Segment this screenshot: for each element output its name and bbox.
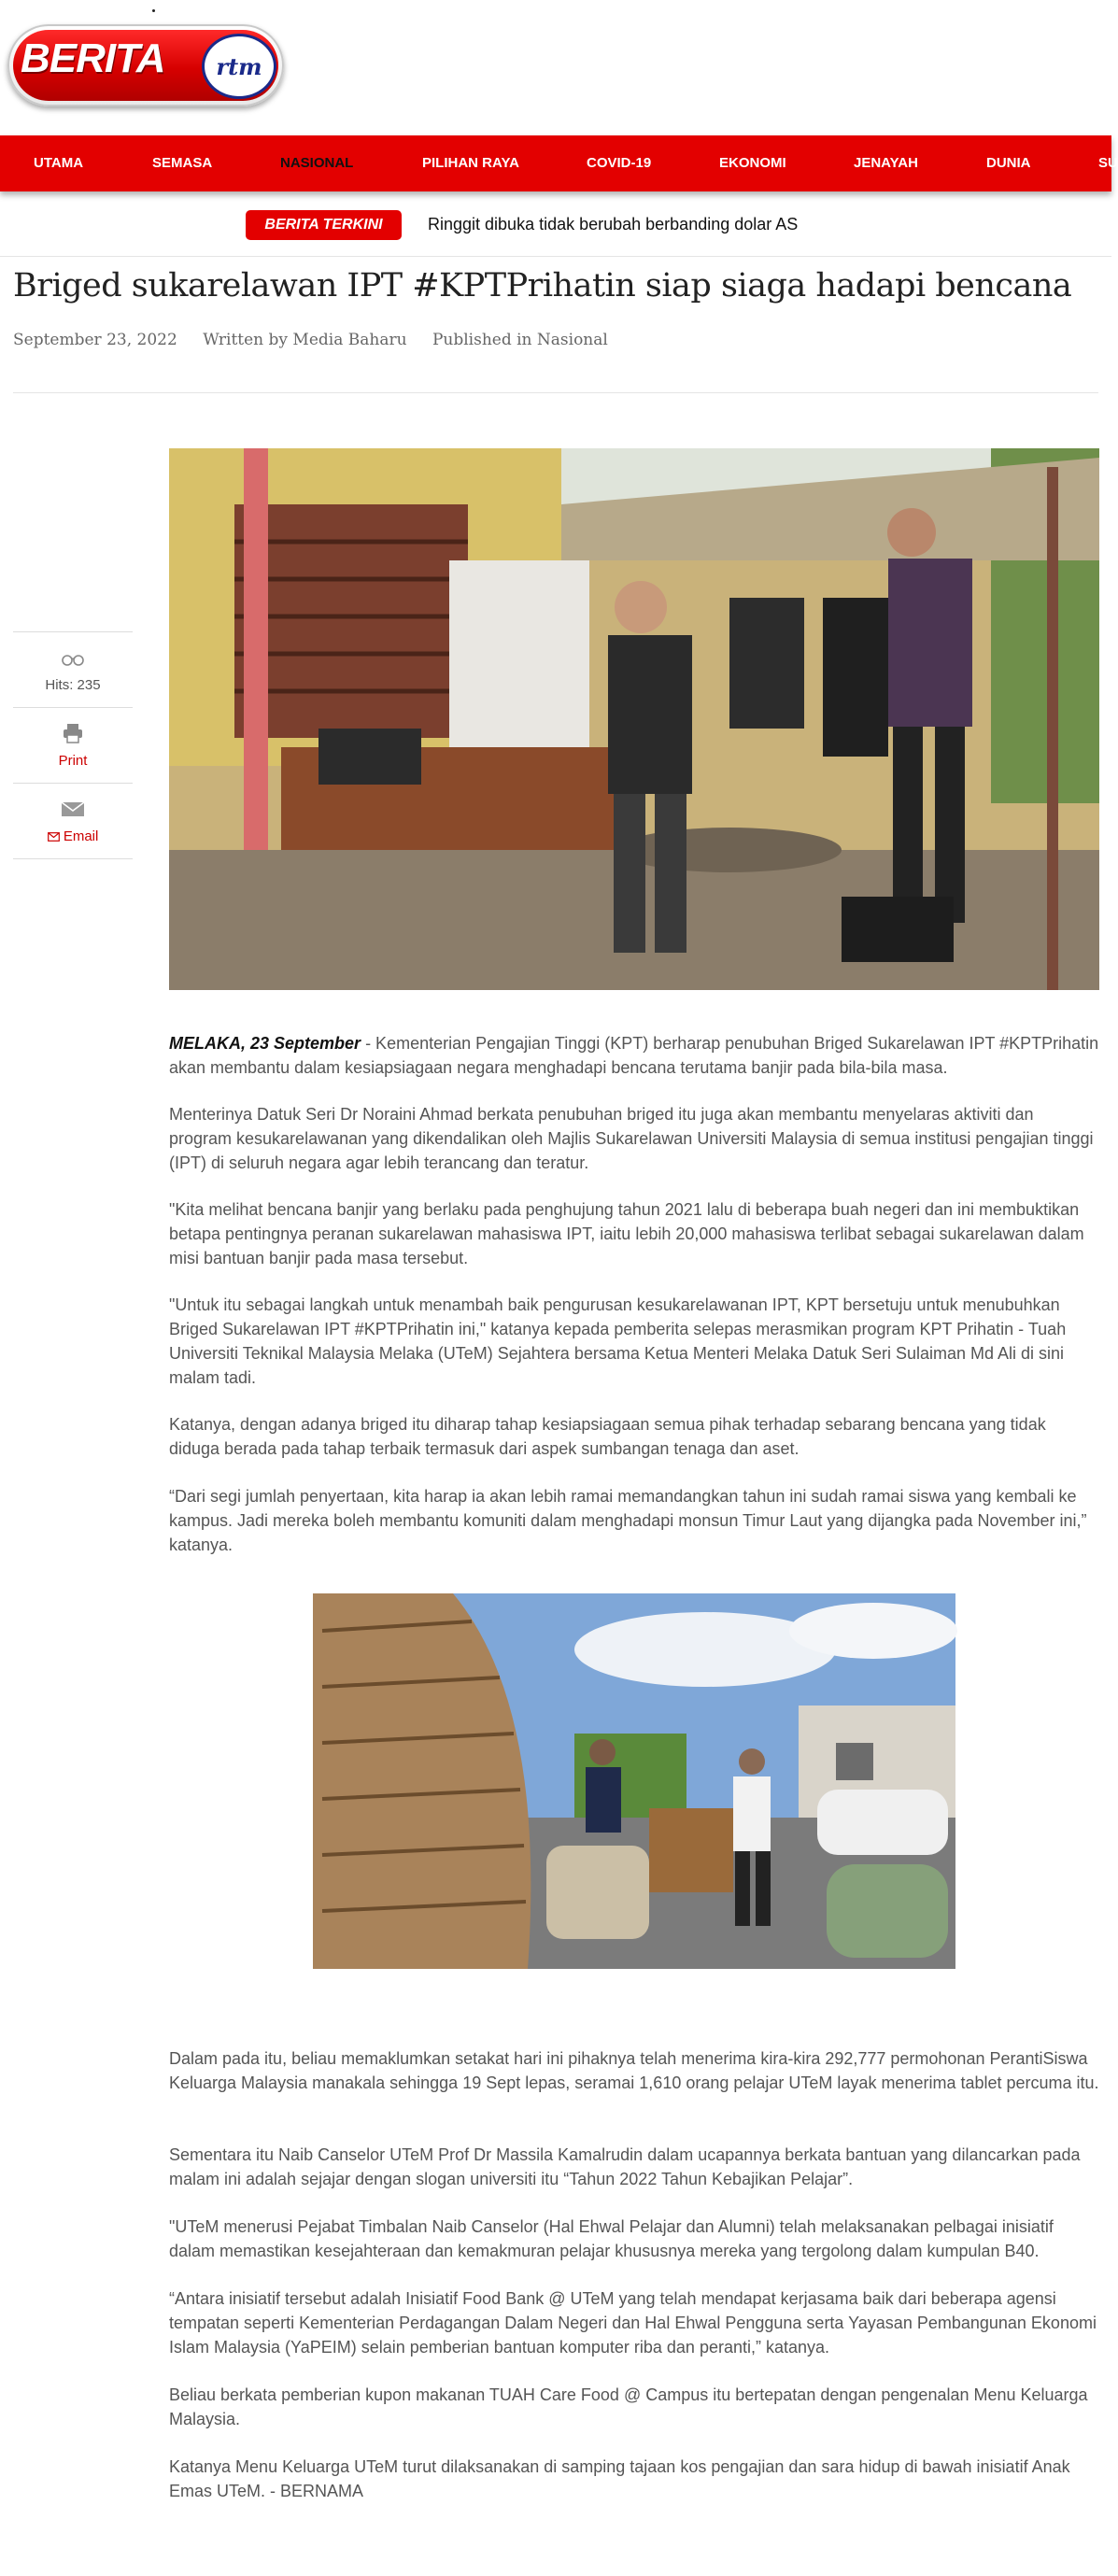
article-title: Briged sukarelawan IPT #KPTPrihatin siap siaga hadapi bencana: [13, 267, 1072, 304]
hits-count: Hits: 235: [45, 677, 101, 693]
breaking-news-badge: BERITA TERKINI: [246, 210, 402, 240]
nav-item-ekonomi[interactable]: EKONOMI: [719, 155, 786, 171]
article-paragraph: Katanya, dengan adanya briged itu diharap tahap kesiapsiagaan semua pihak terhadap sebarang bencana yang tidak diduga berada pada tahap terbaik termasuk dari aspek sumbangan tenaga dan aset.: [169, 1415, 1046, 1458]
nav-item-utama[interactable]: UTAMA: [34, 155, 84, 171]
article-paragraph: Beliau berkata pemberian kupon makanan TUAH Care Food @ Campus itu bertepatan dengan pengenalan Menu Keluarga Malaysia.: [169, 2385, 1088, 2428]
article-paragraph: Sementara itu Naib Canselor UTeM Prof Dr Massila Kamalrudin dalam ucapannya berkata bantuan yang dilancarkan pada malam ini adalah sejajar dengan slogan universiti itu “Tahun 2022 Tahun Kebajikan Pelajar”.: [169, 2145, 1081, 2188]
nav-item-more[interactable]: SU: [1098, 155, 1118, 171]
nav-item-nasional[interactable]: NASIONAL: [280, 155, 354, 171]
breaking-news-ticker: [0, 202, 1111, 248]
article-lead-text: - Kementerian Pengajian Tinggi (KPT) berharap penubuhan Briged Sukarelawan IPT #KPTPrihatin akan membantu dalam kesiapsiagaan negara menghadapi bencana terutama banjir pada bila-bila masa.: [169, 1034, 1099, 1077]
article-author: Written by Media Baharu: [203, 331, 407, 349]
flood-cleanup-illustration: [169, 448, 1099, 990]
article-date: September 23, 2022: [13, 331, 177, 349]
email-link[interactable]: [13, 828, 133, 844]
email-row[interactable]: [13, 783, 133, 859]
article-meta: [13, 331, 629, 349]
nav-item-covid-19[interactable]: COVID-19: [587, 155, 652, 171]
article-paragraph: "Untuk itu sebagai langkah untuk menambah baik pengurusan kesukarelawanan IPT, KPT bersetuju untuk menubuhkan Briged Sukarelawan IPT #KPTPrihatin ini," katanya kepada pemberita selepas merasmikan program KPT Prihatin - Tuah Universiti Teknikal Malaysia Melaka (UTeM) Sejahtera bersama Ketua Menteri Melaka Datuk Seri Sulaiman Md Ali di sini malam tadi.: [169, 1295, 1067, 1387]
print-link[interactable]: Print: [58, 753, 88, 769]
nav-item-dunia[interactable]: DUNIA: [986, 155, 1031, 171]
nav-item-semasa[interactable]: SEMASA: [152, 155, 213, 171]
article-paragraph: Katanya Menu Keluarga UTeM turut dilaksanakan di samping tajaan kos pengajian dan sara hidup di bawah inisiatif Anak Emas UTeM. - BERNAMA: [169, 2457, 1070, 2500]
main-nav: [0, 135, 1118, 191]
article-dateline: MELAKA, 23 September: [169, 1034, 361, 1053]
print-row[interactable]: [13, 707, 133, 783]
article-photo-furniture-moving: [313, 1593, 955, 1969]
nav-item-jenayah[interactable]: JENAYAH: [854, 155, 918, 171]
article-photo-flood-cleanup: [169, 448, 1099, 990]
rtm-logo-icon: rtm: [202, 34, 276, 99]
furniture-moving-illustration: [313, 1593, 955, 1969]
article-lead: [169, 1031, 1099, 1080]
printer-icon[interactable]: [62, 708, 84, 743]
envelope-icon[interactable]: [61, 784, 85, 819]
hits-row: [13, 631, 133, 707]
site-logo[interactable]: [7, 24, 288, 110]
article-paragraph: "Kita melihat bencana banjir yang berlaku pada penghujung tahun 2021 lalu di beberapa buah negeri dan ini membuktikan betapa pentingnya peranan sukarelawan mahasiswa IPT, iaitu lebih 20,000 mahasiswa terlibat sebagai sukarelawan dalam misi bantuan banjir pada masa tersebut.: [169, 1200, 1084, 1267]
meta-divider: [13, 392, 1098, 393]
article-tools: [13, 631, 133, 859]
email-label: Email: [63, 828, 99, 844]
article-paragraph: Dalam pada itu, beliau memaklumkan setakat hari ini pihaknya telah menerima kira-kira 292,777 permohonan PerantiSiswa Keluarga Malaysia manakala sehingga 19 Sept lepas, seramai 1,610 orang pelajar UTeM layak menerima tablet percuma itu.: [169, 2049, 1099, 2092]
logo-text: BERITA: [21, 35, 165, 81]
article-paragraph: “Dari segi jumlah penyertaan, kita harap ia akan lebih ramai memandangkan tahun ini sudah ramai siswa yang kembali ke kampus. Jadi mereka boleh membantu komuniti dalam menghadapi monsun Timur Laut yang dijangka pada November ini,” katanya.: [169, 1487, 1087, 1554]
header-dot: [152, 9, 155, 12]
article-paragraph: “Antara inisiatif tersebut adalah Inisiatif Food Bank @ UTeM yang telah mendapat kerjasama baik dari beberapa agensi tempatan seperti Kementerian Perdagangan Dalam Negeri dan Hal Ehwal Pengguna serta Yayasan Pembangunan Ekonomi Islam Malaysia (YaPEIM) selain pemberian bantuan komputer riba dan peranti,” katanya.: [169, 2289, 1097, 2357]
breaking-news-headline[interactable]: Ringgit dibuka tidak berubah berbanding dolar AS: [428, 215, 799, 234]
small-envelope-icon: [48, 832, 60, 842]
nav-item-pilihan-raya[interactable]: PILIHAN RAYA: [422, 155, 519, 171]
glasses-icon: [61, 632, 85, 668]
divider: [0, 256, 1111, 257]
article-paragraph: Menterinya Datuk Seri Dr Noraini Ahmad berkata penubuhan briged itu juga akan membantu menyelaras aktiviti dan program kesukarelawanan yang dikendalikan oleh Majlis Sukarelawan Universiti Malaysia di semua institusi pengajian tinggi (IPT) di seluruh negara agar lebih terancang dan teratur.: [169, 1105, 1094, 1172]
article-category[interactable]: Published in Nasional: [432, 331, 608, 349]
article-paragraph: "UTeM menerusi Pejabat Timbalan Naib Canselor (Hal Ehwal Pelajar dan Alumni) telah melaksanakan pelbagai inisiatif dalam memastikan kesejahteraan dan kemakmuran pelajar khususnya mereka yang tergolong dalam kumpulan B40.: [169, 2217, 1054, 2260]
